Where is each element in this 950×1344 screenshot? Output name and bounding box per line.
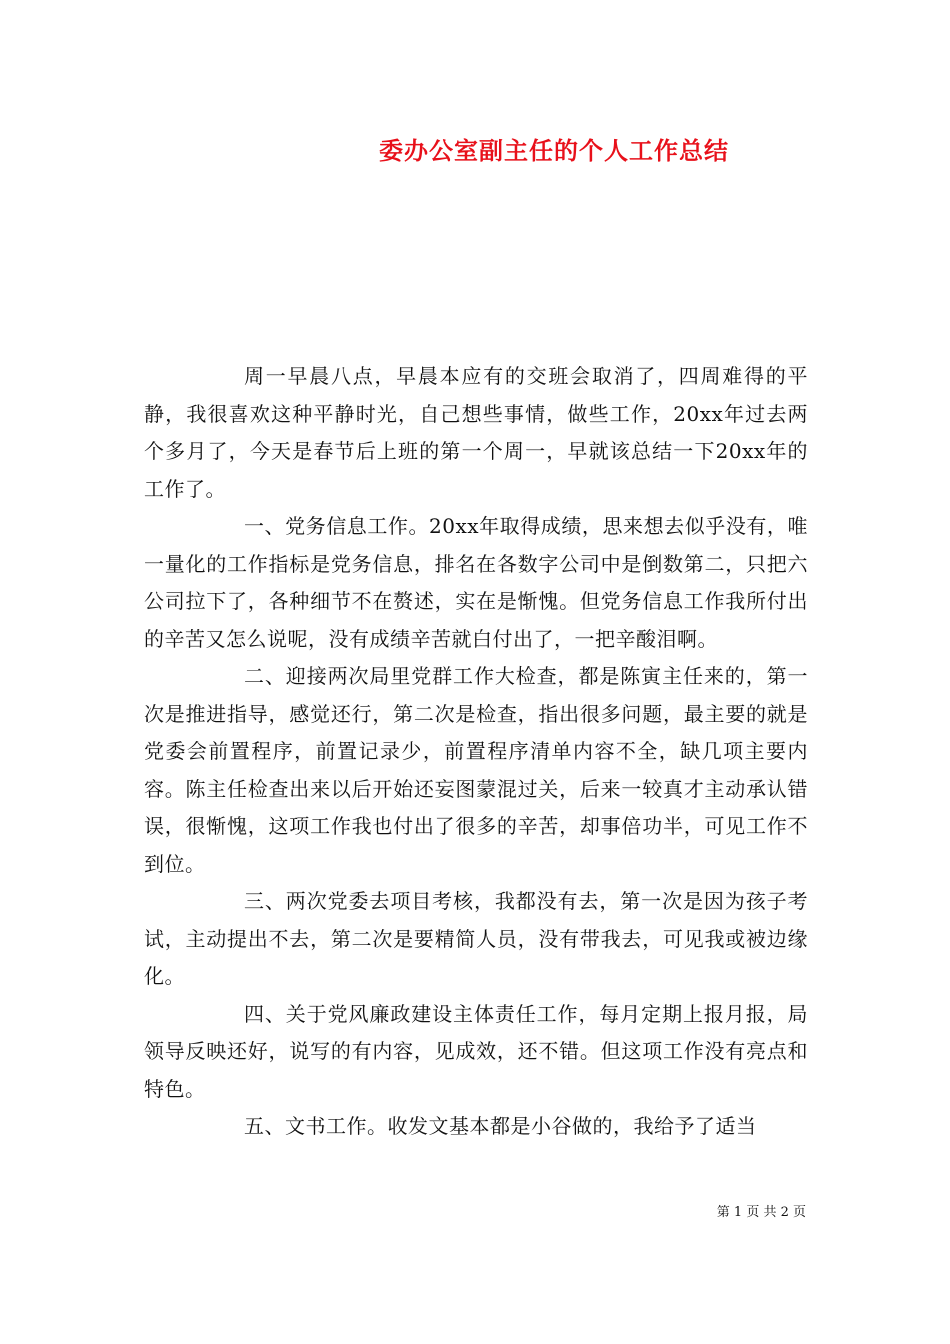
paragraph-section-4: 四、关于党风廉政建设主体责任工作，每月定期上报月报，局领导反映还好，说写的有内容，见成效，还不错。但这项工作没有亮点和特色。 (144, 1001, 808, 1101)
paragraph-intro: 周一早晨八点，早晨本应有的交班会取消了，四周难得的平静，我很喜欢这种平静时光，自己想些事情，做些工作，20xx年过去两个多月了，今天是春节后上班的第一个周一，早就该总结一下20xx年的工作了。 (144, 364, 808, 501)
paragraph-section-2: 二、迎接两次局里党群工作大检查，都是陈寅主任来的，第一次是推进指导，感觉还行，第二次是检查，指出很多问题，最主要的就是党委会前置程序，前置记录少，前置程序清单内容不全，缺几项主要内容。陈主任检查出来以后开始还妄图蒙混过关，后来一较真才主动承认错误，很惭愧，这项工作我也付出了很多的辛苦，却事倍功半，可见工作不到位。 (144, 664, 808, 876)
paragraph-section-5: 五、文书工作。收发文基本都是小谷做的，我给予了适当 (244, 1114, 757, 1138)
paragraph-section-3: 三、两次党委去项目考核，我都没有去，第一次是因为孩子考试，主动提出不去，第二次是要精简人员，没有带我去，可见我或被边缘化。 (144, 889, 808, 988)
page-number-footer: 第 1 页 共 2 页 (716, 1205, 806, 1220)
paragraph-section-1: 一、党务信息工作。20xx年取得成绩，思来想去似乎没有，唯一量化的工作指标是党务信息，排名在各数字公司中是倒数第二，只把六公司拉下了，各种细节不在赘述，实在是惭愧。但党务信息工作我所付出的辛苦又怎么说呢，没有成绩辛苦就白付出了，一把辛酸泪啊。 (144, 514, 808, 651)
document-body (144, 358, 808, 1146)
document-title: 委办公室副主任的个人工作总结 (379, 136, 729, 165)
